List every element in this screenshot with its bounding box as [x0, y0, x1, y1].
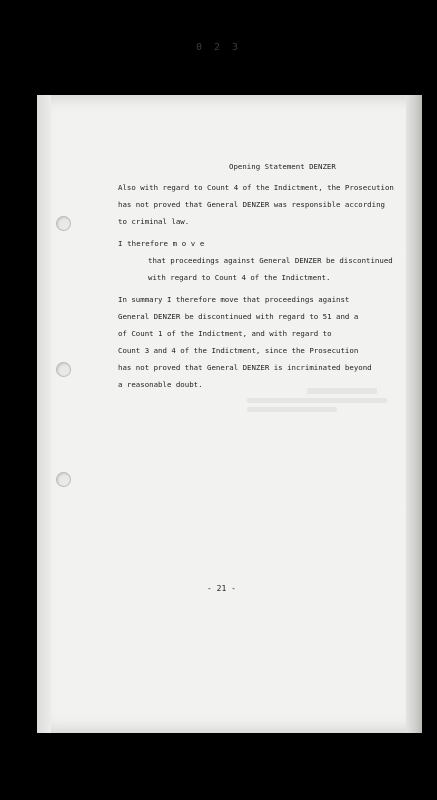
- page-left-strip: [37, 95, 51, 733]
- paragraph-2-line: I therefore m o v e: [118, 239, 205, 248]
- paragraph-3-line: In summary I therefore move that proceedings against: [118, 295, 350, 304]
- paragraph-3-line: a reasonable doubt.: [118, 380, 203, 389]
- document-page: [37, 95, 422, 733]
- page-edge-shadow: [406, 95, 422, 733]
- paragraph-1-line: Also with regard to Count 4 of the Indictment, the Prosecution: [118, 183, 394, 192]
- paragraph-2-line: with regard to Count 4 of the Indictment.: [148, 273, 331, 282]
- punch-hole-icon: [56, 216, 71, 231]
- bleed-through-mark: [247, 407, 337, 412]
- paragraph-2-line: that proceedings against General DENZER be discontinued: [148, 256, 393, 265]
- punch-hole-icon: [56, 362, 71, 377]
- bleed-through-mark: [247, 398, 387, 403]
- paragraph-1-line: to criminal law.: [118, 217, 190, 226]
- page-number: - 21 -: [207, 584, 236, 593]
- paragraph-3-line: Count 3 and 4 of the Indictment, since the Prosecution: [118, 346, 359, 355]
- paragraph-3-line: General DENZER be discontinued with regard to 51 and a: [118, 312, 359, 321]
- paragraph-1-line: has not proved that General DENZER was responsible according: [118, 200, 385, 209]
- microfilm-frame-number: 0 2 3: [195, 42, 242, 53]
- punch-hole-icon: [56, 472, 71, 487]
- paragraph-3-line: of Count 1 of the Indictment, and with regard to: [118, 329, 332, 338]
- document-header: Opening Statement DENZER: [229, 162, 336, 171]
- bleed-through-mark: [307, 388, 377, 394]
- paragraph-3-line: has not proved that General DENZER is incriminated beyond: [118, 363, 372, 372]
